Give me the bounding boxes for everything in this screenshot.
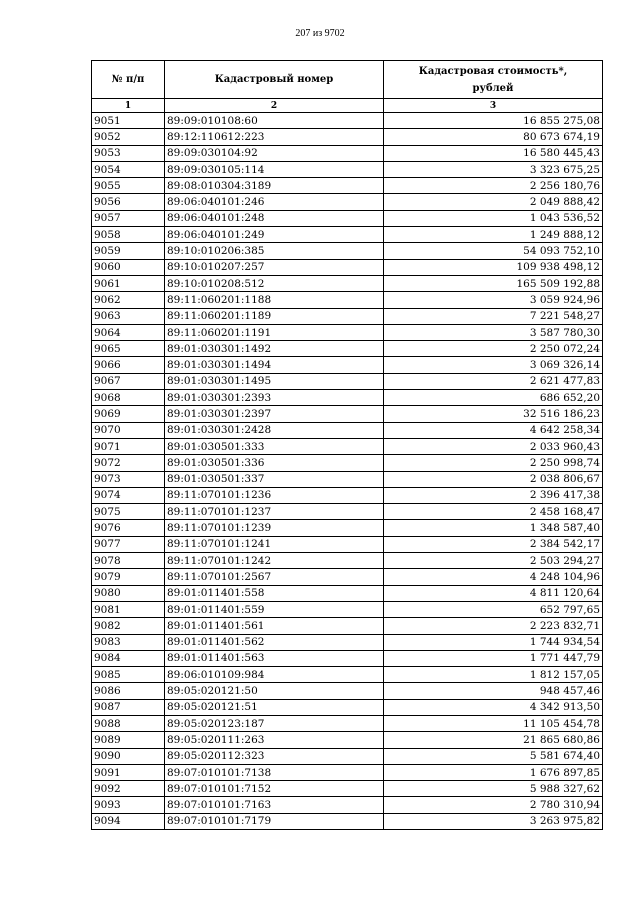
cadastral-cost-cell: 1 043 536,52 xyxy=(384,210,603,226)
header-cost-line1: Кадастровая стоимость*, xyxy=(418,65,568,77)
table-row xyxy=(92,764,603,780)
cadastral-number-cell: 89:05:020112:323 xyxy=(165,748,384,764)
table-header-row xyxy=(92,61,603,99)
cadastral-cost-cell: 54 093 752,10 xyxy=(384,243,603,259)
cadastral-number-cell: 89:09:010108:60 xyxy=(165,113,384,129)
row-number-cell: 9071 xyxy=(92,438,165,454)
row-number-cell: 9077 xyxy=(92,536,165,552)
table-row xyxy=(92,569,603,585)
page-number-header: 207 из 9702 xyxy=(295,28,345,39)
row-number-cell: 9083 xyxy=(92,634,165,650)
cadastral-cost-cell: 3 263 975,82 xyxy=(384,813,603,829)
header-cadastral-cost xyxy=(384,61,603,99)
cadastral-number-cell: 89:01:030501:337 xyxy=(165,471,384,487)
table-row xyxy=(92,667,603,683)
cadastral-number-cell: 89:01:030301:2428 xyxy=(165,422,384,438)
cadastral-number-cell: 89:09:030105:114 xyxy=(165,161,384,177)
table-row xyxy=(92,520,603,536)
cadastral-number-cell: 89:08:010304:3189 xyxy=(165,178,384,194)
cadastral-cost-cell: 7 221 548,27 xyxy=(384,308,603,324)
table-row xyxy=(92,210,603,226)
table-row xyxy=(92,438,603,454)
cadastral-cost-cell: 2 780 310,94 xyxy=(384,797,603,813)
cadastral-number-cell: 89:07:010101:7179 xyxy=(165,813,384,829)
table-row xyxy=(92,161,603,177)
row-number-cell: 9082 xyxy=(92,618,165,634)
cadastral-number-cell: 89:11:070101:1236 xyxy=(165,487,384,503)
table-row xyxy=(92,471,603,487)
table-row xyxy=(92,487,603,503)
cadastral-cost-cell: 1 249 888,12 xyxy=(384,227,603,243)
cadastral-cost-cell: 2 250 998,74 xyxy=(384,455,603,471)
cadastral-cost-cell: 165 509 192,88 xyxy=(384,275,603,291)
cadastral-number-cell: 89:01:030501:336 xyxy=(165,455,384,471)
cadastral-cost-cell: 3 323 675,25 xyxy=(384,161,603,177)
row-number-cell: 9058 xyxy=(92,227,165,243)
column-number-2: 2 xyxy=(165,99,384,113)
row-number-cell: 9054 xyxy=(92,161,165,177)
cadastral-number-cell: 89:01:030301:1495 xyxy=(165,373,384,389)
table-row xyxy=(92,699,603,715)
cadastral-number-cell: 89:06:010109:984 xyxy=(165,667,384,683)
row-number-cell: 9094 xyxy=(92,813,165,829)
row-number-cell: 9085 xyxy=(92,667,165,683)
column-number-3: 3 xyxy=(384,99,603,113)
column-number-row xyxy=(92,99,603,113)
cadastral-number-cell: 89:11:070101:1237 xyxy=(165,504,384,520)
row-number-cell: 9053 xyxy=(92,145,165,161)
cadastral-number-cell: 89:07:010101:7152 xyxy=(165,781,384,797)
table-row xyxy=(92,308,603,324)
table-row xyxy=(92,813,603,829)
cadastral-number-cell: 89:11:070101:1241 xyxy=(165,536,384,552)
cadastral-number-cell: 89:11:060201:1189 xyxy=(165,308,384,324)
cadastral-number-cell: 89:05:020123:187 xyxy=(165,715,384,731)
table-row xyxy=(92,797,603,813)
row-number-cell: 9073 xyxy=(92,471,165,487)
cadastral-cost-cell: 1 348 587,40 xyxy=(384,520,603,536)
row-number-cell: 9059 xyxy=(92,243,165,259)
row-number-cell: 9072 xyxy=(92,455,165,471)
cadastral-number-cell: 89:05:020121:51 xyxy=(165,699,384,715)
cadastral-cost-cell: 686 652,20 xyxy=(384,390,603,406)
cadastral-cost-cell: 4 342 913,50 xyxy=(384,699,603,715)
table-row xyxy=(92,504,603,520)
cadastral-number-cell: 89:12:110612:223 xyxy=(165,129,384,145)
table-row xyxy=(92,390,603,406)
row-number-cell: 9052 xyxy=(92,129,165,145)
row-number-cell: 9078 xyxy=(92,553,165,569)
row-number-cell: 9062 xyxy=(92,292,165,308)
cadastral-number-cell: 89:01:011401:561 xyxy=(165,618,384,634)
table-body xyxy=(92,113,603,830)
cadastral-number-cell: 89:10:010206:385 xyxy=(165,243,384,259)
row-number-cell: 9091 xyxy=(92,764,165,780)
row-number-cell: 9067 xyxy=(92,373,165,389)
row-number-cell: 9056 xyxy=(92,194,165,210)
table-row xyxy=(92,553,603,569)
cadastral-number-cell: 89:07:010101:7163 xyxy=(165,797,384,813)
table-row xyxy=(92,601,603,617)
cadastral-cost-cell: 4 642 258,34 xyxy=(384,422,603,438)
cadastral-cost-cell: 32 516 186,23 xyxy=(384,406,603,422)
cadastral-number-cell: 89:01:030301:1494 xyxy=(165,357,384,373)
cadastral-cost-cell: 2 503 294,27 xyxy=(384,553,603,569)
row-number-cell: 9079 xyxy=(92,569,165,585)
cadastral-cost-cell: 2 621 477,83 xyxy=(384,373,603,389)
table-row xyxy=(92,341,603,357)
cadastral-cost-cell: 2 033 960,43 xyxy=(384,438,603,454)
cadastral-cost-cell: 2 250 072,24 xyxy=(384,341,603,357)
cadastral-number-cell: 89:01:011401:558 xyxy=(165,585,384,601)
cadastral-cost-cell: 1 744 934,54 xyxy=(384,634,603,650)
table-row xyxy=(92,455,603,471)
row-number-cell: 9088 xyxy=(92,715,165,731)
cadastral-cost-cell: 4 248 104,96 xyxy=(384,569,603,585)
row-number-cell: 9080 xyxy=(92,585,165,601)
cadastral-cost-cell: 5 988 327,62 xyxy=(384,781,603,797)
cadastral-number-cell: 89:01:030301:1492 xyxy=(165,341,384,357)
cadastral-cost-cell: 1 771 447,79 xyxy=(384,650,603,666)
cadastral-number-cell: 89:06:040101:246 xyxy=(165,194,384,210)
row-number-cell: 9051 xyxy=(92,113,165,129)
cadastral-cost-cell: 2 458 168,47 xyxy=(384,504,603,520)
cadastral-cost-cell: 2 223 832,71 xyxy=(384,618,603,634)
cadastral-number-cell: 89:01:011401:562 xyxy=(165,634,384,650)
cadastral-number-cell: 89:05:020121:50 xyxy=(165,683,384,699)
table-row xyxy=(92,194,603,210)
cadastral-cost-cell: 16 855 275,08 xyxy=(384,113,603,129)
row-number-cell: 9087 xyxy=(92,699,165,715)
table-row xyxy=(92,618,603,634)
table-row xyxy=(92,113,603,129)
cadastral-cost-cell: 16 580 445,43 xyxy=(384,145,603,161)
row-number-cell: 9061 xyxy=(92,275,165,291)
row-number-cell: 9068 xyxy=(92,390,165,406)
cadastral-cost-cell: 948 457,46 xyxy=(384,683,603,699)
cadastral-cost-cell: 3 587 780,30 xyxy=(384,324,603,340)
table-row xyxy=(92,683,603,699)
cadastral-cost-cell: 2 049 888,42 xyxy=(384,194,603,210)
row-number-cell: 9055 xyxy=(92,178,165,194)
cadastral-number-cell: 89:01:011401:563 xyxy=(165,650,384,666)
table-row xyxy=(92,406,603,422)
header-cost-line2: рублей xyxy=(472,82,514,94)
header-cadastral-number: Кадастровый номер xyxy=(165,61,384,99)
cadastral-number-cell: 89:07:010101:7138 xyxy=(165,764,384,780)
cadastral-cost-cell: 3 059 924,96 xyxy=(384,292,603,308)
cadastral-number-cell: 89:09:030104:92 xyxy=(165,145,384,161)
row-number-cell: 9070 xyxy=(92,422,165,438)
table-row xyxy=(92,634,603,650)
cadastral-number-cell: 89:01:030301:2397 xyxy=(165,406,384,422)
table-row xyxy=(92,781,603,797)
cadastral-value-table xyxy=(91,60,603,830)
row-number-cell: 9081 xyxy=(92,601,165,617)
cadastral-number-cell: 89:01:030501:333 xyxy=(165,438,384,454)
table-row xyxy=(92,536,603,552)
row-number-cell: 9065 xyxy=(92,341,165,357)
table-row xyxy=(92,373,603,389)
row-number-cell: 9074 xyxy=(92,487,165,503)
cadastral-cost-cell: 2 038 806,67 xyxy=(384,471,603,487)
table-row xyxy=(92,585,603,601)
cadastral-number-cell: 89:05:020111:263 xyxy=(165,732,384,748)
cadastral-cost-cell: 1 812 157,05 xyxy=(384,667,603,683)
cadastral-number-cell: 89:01:011401:559 xyxy=(165,601,384,617)
row-number-cell: 9066 xyxy=(92,357,165,373)
row-number-cell: 9092 xyxy=(92,781,165,797)
row-number-cell: 9063 xyxy=(92,308,165,324)
cadastral-cost-cell: 4 811 120,64 xyxy=(384,585,603,601)
table-row xyxy=(92,178,603,194)
cadastral-cost-cell: 21 865 680,86 xyxy=(384,732,603,748)
cadastral-number-cell: 89:11:070101:1239 xyxy=(165,520,384,536)
cadastral-number-cell: 89:10:010208:512 xyxy=(165,275,384,291)
cadastral-number-cell: 89:11:070101:1242 xyxy=(165,553,384,569)
table-row xyxy=(92,292,603,308)
table-row xyxy=(92,129,603,145)
cadastral-number-cell: 89:06:040101:249 xyxy=(165,227,384,243)
cadastral-number-cell: 89:06:040101:248 xyxy=(165,210,384,226)
table-row xyxy=(92,650,603,666)
table-row xyxy=(92,324,603,340)
cadastral-cost-cell: 2 256 180,76 xyxy=(384,178,603,194)
cadastral-cost-cell: 11 105 454,78 xyxy=(384,715,603,731)
table-row xyxy=(92,243,603,259)
table-row xyxy=(92,259,603,275)
cadastral-cost-cell: 2 396 417,38 xyxy=(384,487,603,503)
row-number-cell: 9064 xyxy=(92,324,165,340)
table-row xyxy=(92,227,603,243)
row-number-cell: 9089 xyxy=(92,732,165,748)
cadastral-cost-cell: 1 676 897,85 xyxy=(384,764,603,780)
table-row xyxy=(92,732,603,748)
table-row xyxy=(92,145,603,161)
cadastral-cost-cell: 652 797,65 xyxy=(384,601,603,617)
row-number-cell: 9084 xyxy=(92,650,165,666)
row-number-cell: 9060 xyxy=(92,259,165,275)
row-number-cell: 9075 xyxy=(92,504,165,520)
row-number-cell: 9086 xyxy=(92,683,165,699)
cadastral-cost-cell: 5 581 674,40 xyxy=(384,748,603,764)
cadastral-number-cell: 89:01:030301:2393 xyxy=(165,390,384,406)
row-number-cell: 9093 xyxy=(92,797,165,813)
cadastral-cost-cell: 80 673 674,19 xyxy=(384,129,603,145)
column-number-1: 1 xyxy=(92,99,165,113)
row-number-cell: 9090 xyxy=(92,748,165,764)
header-row-number: № п/п xyxy=(92,61,165,99)
cadastral-cost-cell: 3 069 326,14 xyxy=(384,357,603,373)
cadastral-cost-cell: 109 938 498,12 xyxy=(384,259,603,275)
table-row xyxy=(92,422,603,438)
table-row xyxy=(92,715,603,731)
cadastral-number-cell: 89:11:060201:1191 xyxy=(165,324,384,340)
row-number-cell: 9076 xyxy=(92,520,165,536)
row-number-cell: 9069 xyxy=(92,406,165,422)
cadastral-number-cell: 89:10:010207:257 xyxy=(165,259,384,275)
cadastral-number-cell: 89:11:060201:1188 xyxy=(165,292,384,308)
table-row xyxy=(92,357,603,373)
cadastral-number-cell: 89:11:070101:2567 xyxy=(165,569,384,585)
row-number-cell: 9057 xyxy=(92,210,165,226)
table-row xyxy=(92,748,603,764)
table-row xyxy=(92,275,603,291)
cadastral-cost-cell: 2 384 542,17 xyxy=(384,536,603,552)
